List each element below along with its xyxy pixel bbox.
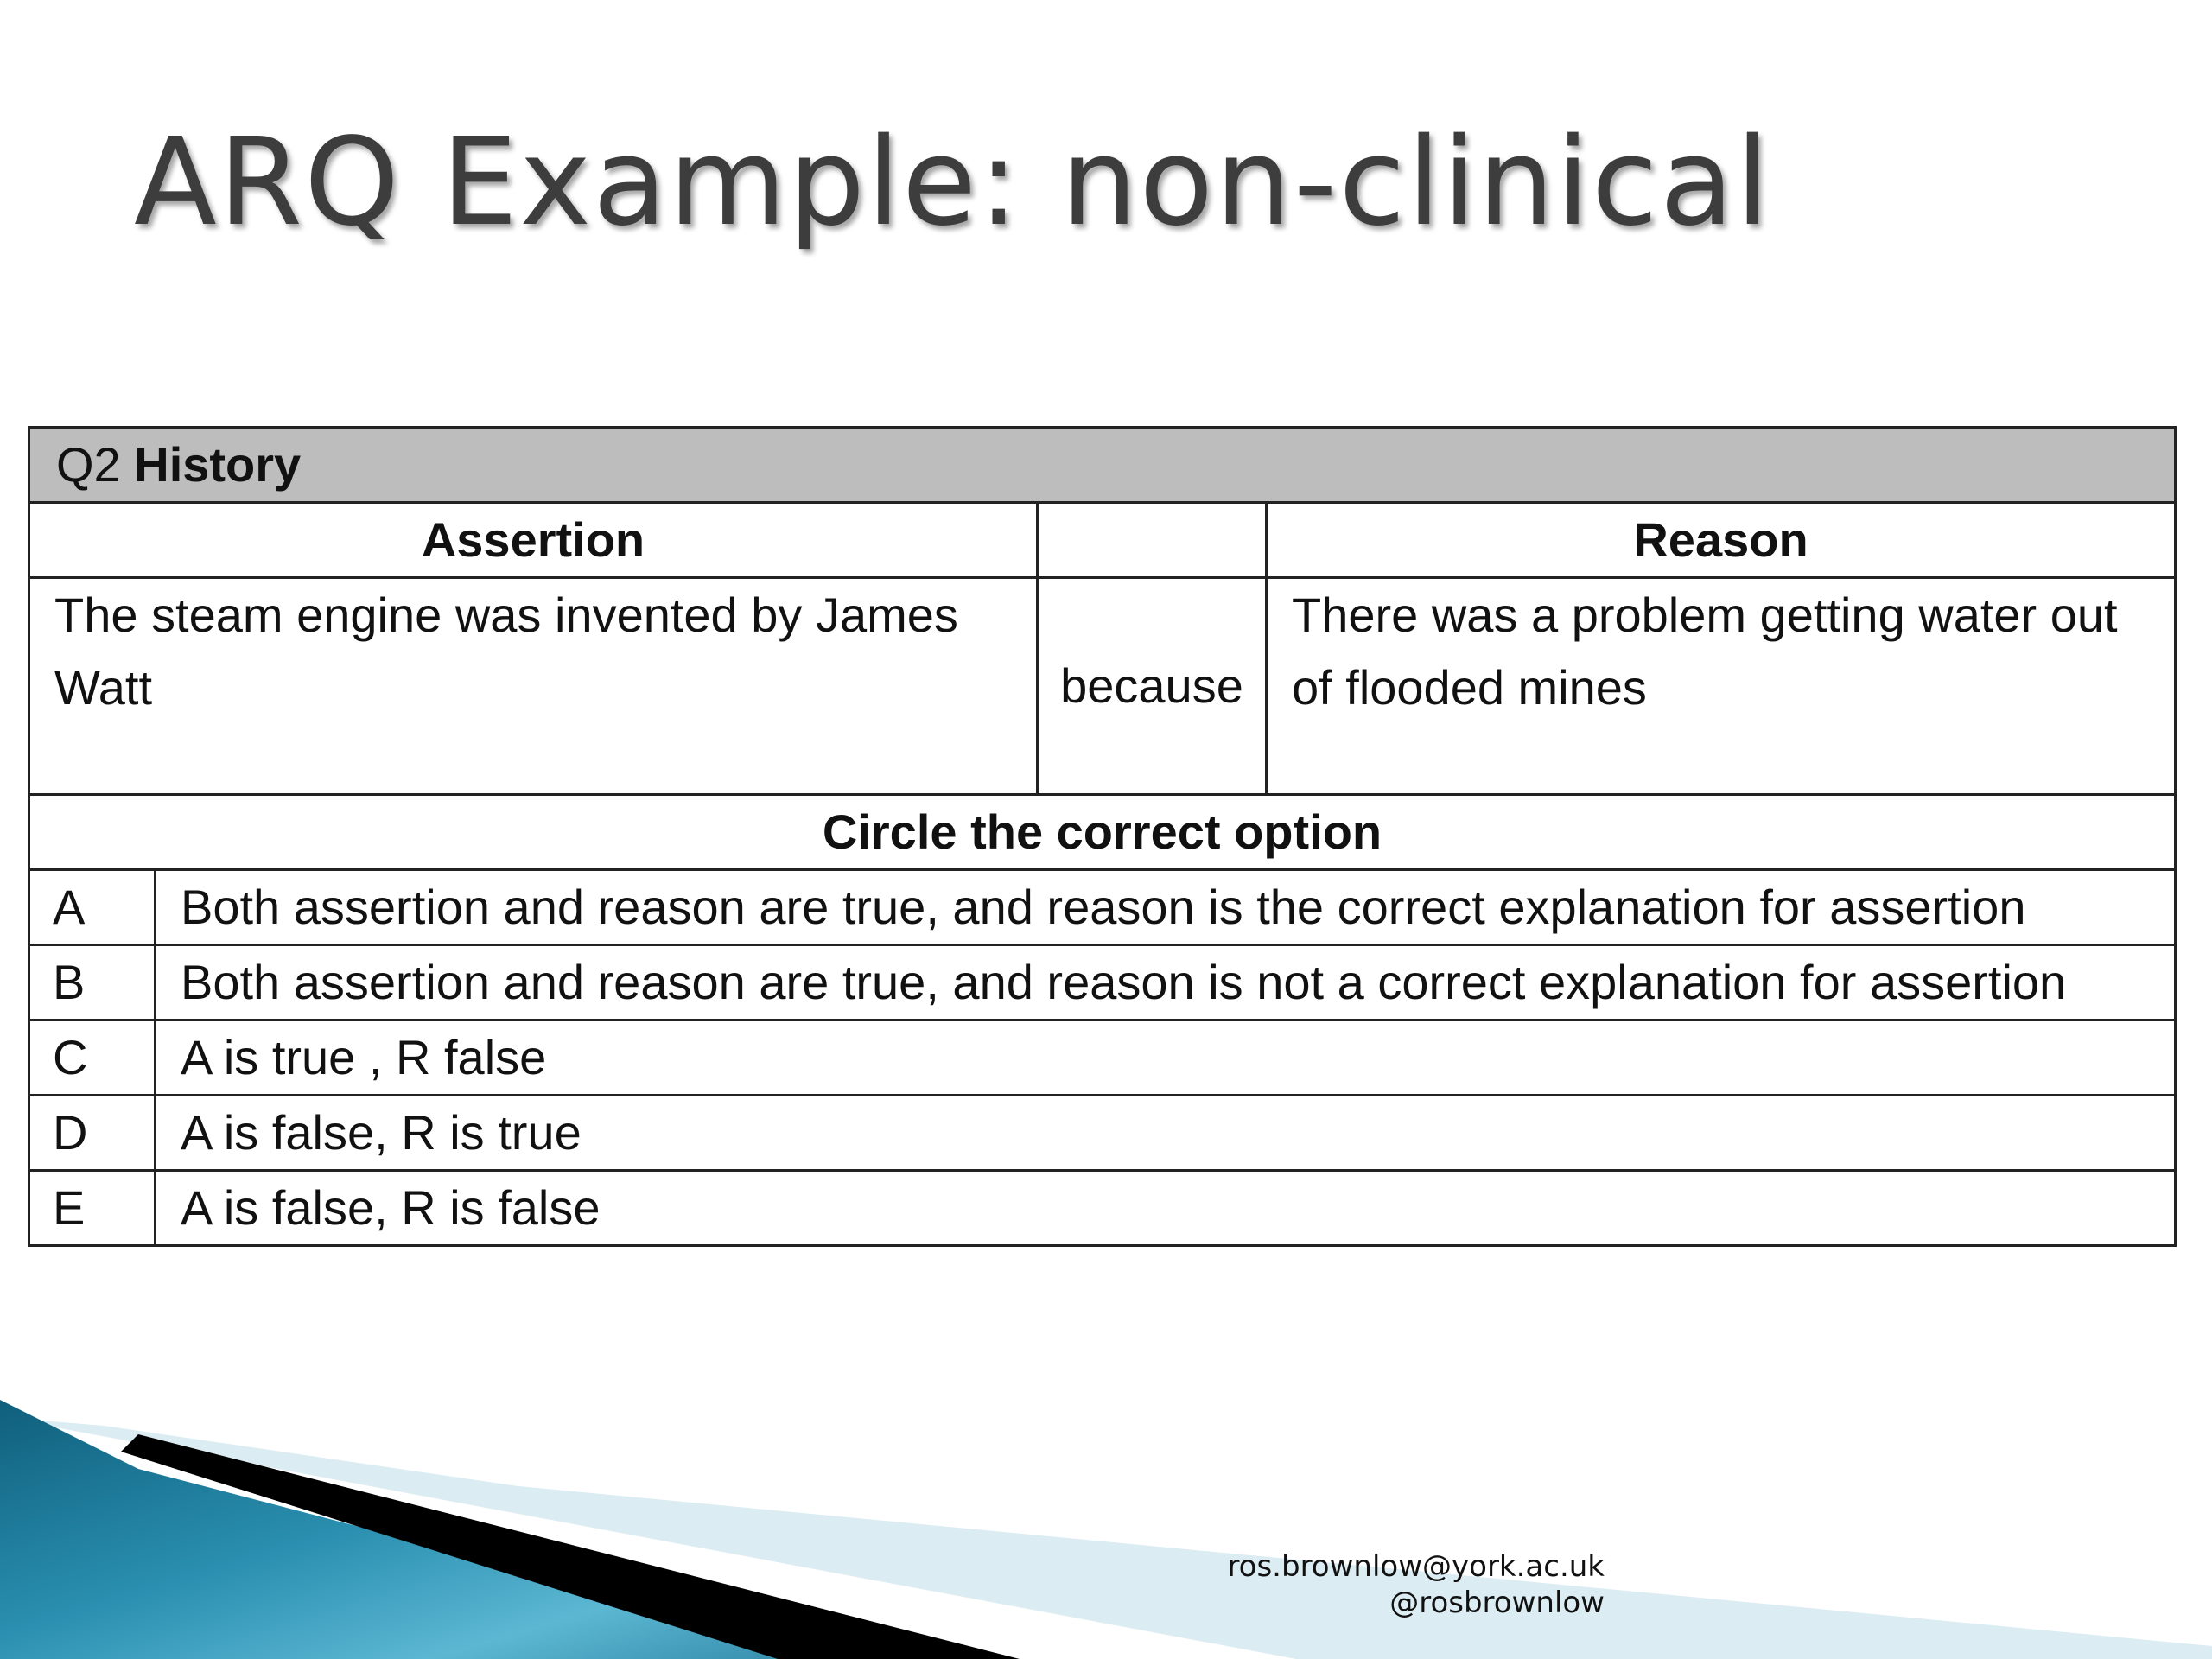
- option-row-b[interactable]: [29, 945, 2176, 1020]
- question-number: Q2: [56, 437, 121, 492]
- option-letter: C: [29, 1020, 156, 1096]
- instruction-row: [29, 795, 2176, 870]
- option-letter: E: [29, 1171, 156, 1246]
- reason-header: Reason: [1267, 503, 2176, 578]
- option-text: Both assertion and reason are true, and reason is the correct explanation for assertion: [156, 870, 2176, 945]
- arq-question-table: [28, 426, 2177, 1247]
- option-text: A is false, R is false: [156, 1171, 2176, 1246]
- slide-title: ARQ Example: non-clinical: [134, 112, 1771, 253]
- option-text: Both assertion and reason are true, and reason is not a correct explanation for assertion: [156, 945, 2176, 1020]
- question-header-row: [29, 428, 2176, 503]
- assertion-header: Assertion: [29, 503, 1038, 578]
- reason-text: There was a problem getting water out of flooded mines: [1267, 578, 2176, 795]
- footer-handle[interactable]: @rosbrownlow: [1389, 1586, 1605, 1620]
- option-row-c[interactable]: [29, 1020, 2176, 1096]
- assertion-text: The steam engine was invented by James Watt: [29, 578, 1038, 795]
- option-letter: B: [29, 945, 156, 1020]
- option-text: A is false, R is true: [156, 1096, 2176, 1171]
- instruction-text: Circle the correct option: [29, 795, 2176, 870]
- question-header: [29, 428, 2176, 503]
- option-letter: A: [29, 870, 156, 945]
- footer-email[interactable]: ros.brownlow@york.ac.uk: [1227, 1549, 1605, 1584]
- connector-header: [1038, 503, 1267, 578]
- connector-text: because: [1038, 578, 1267, 795]
- column-header-row: [29, 503, 2176, 578]
- footer-contact: [1227, 1548, 1605, 1621]
- question-subject: History: [134, 437, 302, 492]
- option-letter: D: [29, 1096, 156, 1171]
- option-row-a[interactable]: [29, 870, 2176, 945]
- option-row-d[interactable]: [29, 1096, 2176, 1171]
- statements-row: [29, 578, 2176, 795]
- option-row-e[interactable]: [29, 1171, 2176, 1246]
- option-text: A is true , R false: [156, 1020, 2176, 1096]
